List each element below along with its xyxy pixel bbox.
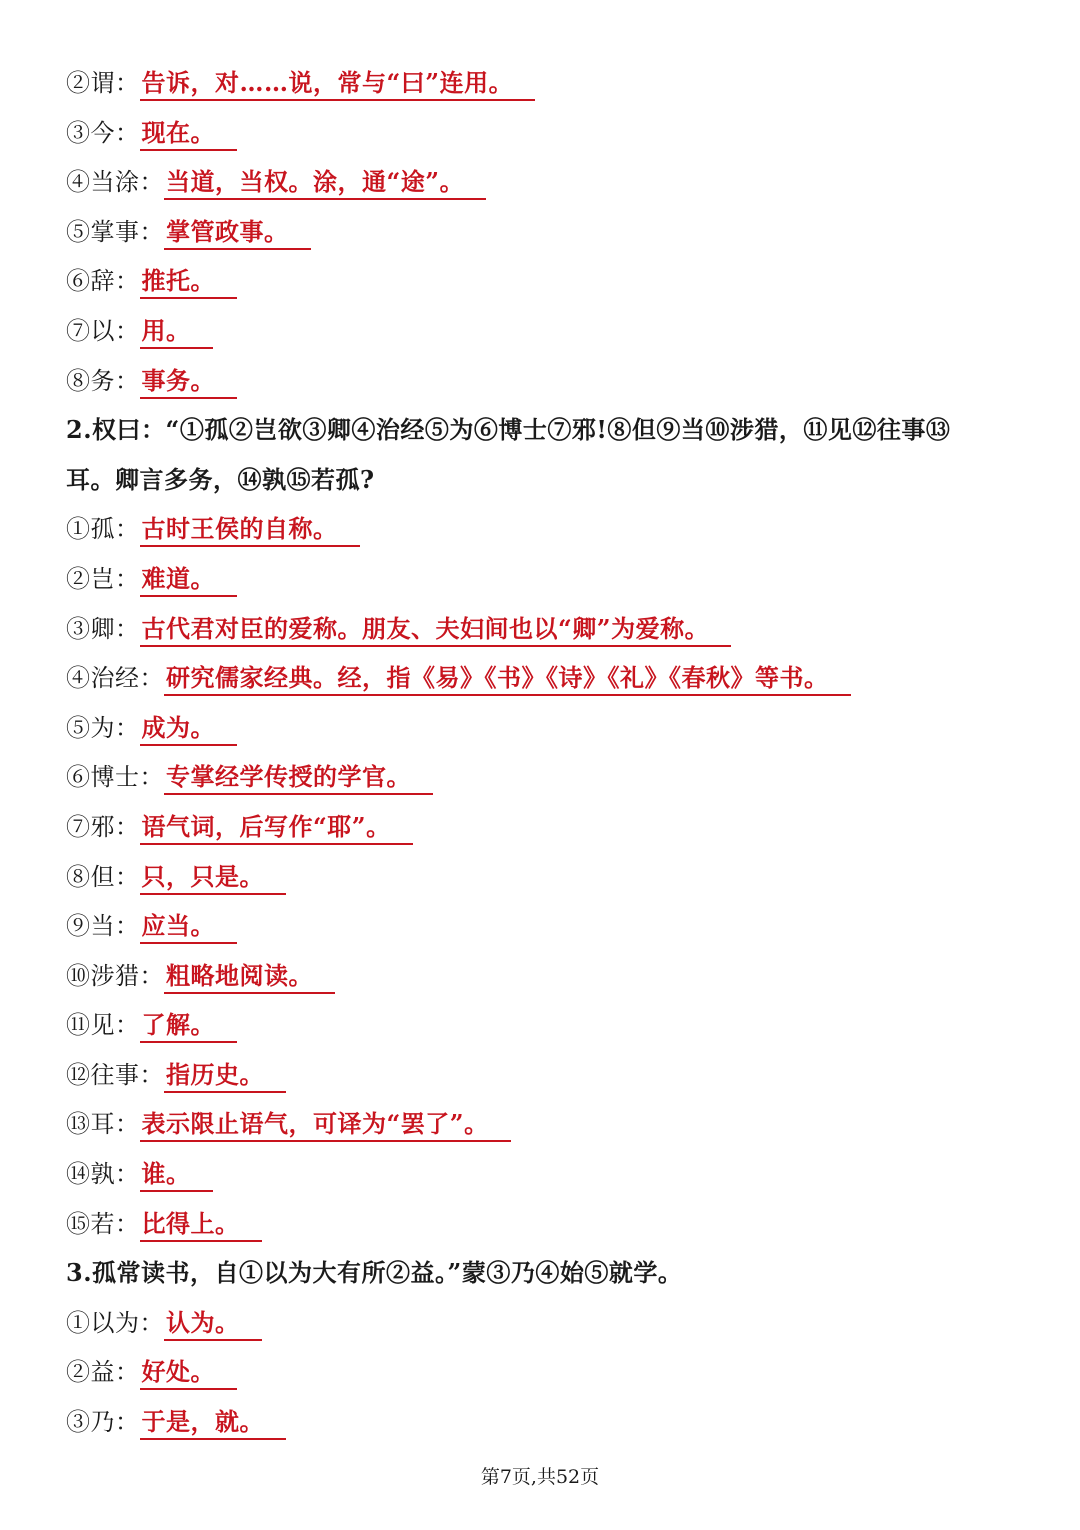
- entry-term: ②益：: [66, 1358, 140, 1387]
- entry-answer: 告诉，对……说，常与“曰”连用。: [140, 68, 536, 101]
- entry-answer: 指历史。: [164, 1060, 286, 1093]
- content-lines: [66, 58, 1016, 1447]
- entry-answer: 推托。: [140, 266, 238, 299]
- entry-answer: 认为。: [164, 1308, 262, 1341]
- entry-line: [66, 1199, 1016, 1249]
- entry-line: [66, 752, 1016, 802]
- entry-term: ②岂：: [66, 564, 140, 593]
- entry-line: [66, 108, 1016, 158]
- entry-line: [66, 951, 1016, 1001]
- entry-term: ⑤为：: [66, 713, 140, 742]
- entry-line: [66, 1149, 1016, 1199]
- entry-term: ②谓：: [66, 69, 140, 97]
- entry-term: ⑬耳：: [66, 1110, 140, 1139]
- entry-term: ①孤：: [66, 515, 140, 544]
- entry-line: [66, 306, 1016, 356]
- entry-answer: 现在。: [140, 118, 238, 151]
- entry-term: ⑧但：: [66, 862, 140, 891]
- entry-line: [66, 356, 1016, 406]
- entry-line: [66, 1099, 1016, 1149]
- entry-line: [66, 653, 1016, 703]
- entry-line: [66, 703, 1016, 753]
- entry-term: ④治经：: [66, 664, 164, 693]
- entry-answer: 谁。: [140, 1159, 213, 1192]
- entry-term: ⑥博士：: [66, 763, 164, 792]
- entry-term: ⑨当：: [66, 912, 140, 941]
- entry-line: [66, 207, 1016, 257]
- entry-answer: 于是，就。: [140, 1407, 287, 1440]
- entry-line: [66, 852, 1016, 902]
- entry-term: ⑤掌事：: [66, 217, 164, 246]
- entry-answer: 专掌经学传授的学官。: [164, 762, 433, 795]
- entry-answer: 只，只是。: [140, 862, 287, 895]
- entry-answer: 古代君对臣的爱称。朋友、夫妇间也以“卿”为爱称。: [140, 614, 732, 647]
- entry-line: [66, 256, 1016, 306]
- entry-term: ①以为：: [66, 1308, 164, 1337]
- entry-term: ③乃：: [66, 1408, 140, 1437]
- passage-line: 耳。卿言多务，⑭孰⑮若孤?: [66, 464, 375, 494]
- entry-term: ③今：: [66, 118, 140, 147]
- entry-term: ⑥辞：: [66, 267, 140, 296]
- entry-answer: 表示限止语气，可译为“罢了”。: [140, 1109, 511, 1142]
- entry-line: [66, 157, 1016, 207]
- entry-answer: 成为。: [140, 713, 238, 746]
- entry-line: [66, 1347, 1016, 1397]
- entry-term: ⑦邪：: [66, 812, 140, 841]
- entry-line: [66, 504, 1016, 554]
- entry-answer: 事务。: [140, 366, 238, 399]
- entry-line: [66, 58, 1016, 108]
- entry-answer: 粗略地阅读。: [164, 961, 335, 994]
- passage-line: 2.权曰：“①孤②岂欲③卿④治经⑤为⑥博士⑦邪!⑧但⑨当⑩涉猎，⑪见⑫往事⑬: [66, 415, 951, 445]
- entry-line: [66, 802, 1016, 852]
- entry-term: ④当涂：: [66, 168, 164, 197]
- entry-term: ⑭孰：: [66, 1160, 140, 1189]
- entry-answer: 研究儒家经典。经，指《易》《书》《诗》《礼》《春秋》等书。: [164, 663, 851, 696]
- entry-answer: 好处。: [140, 1357, 238, 1390]
- entry-term: ⑧务：: [66, 366, 140, 395]
- entry-answer: 了解。: [140, 1010, 238, 1043]
- entry-answer: 掌管政事。: [164, 217, 311, 250]
- entry-answer: 古时王侯的自称。: [140, 514, 360, 547]
- page-number: 第7页,共52页: [480, 1466, 600, 1488]
- entry-line: [66, 604, 1016, 654]
- passage-line: 3.孤常读书，自①以为大有所②益。”蒙③乃④始⑤就学。: [66, 1258, 683, 1288]
- entry-term: ⑮若：: [66, 1209, 140, 1238]
- entry-answer: 语气词，后写作“耶”。: [140, 812, 413, 845]
- entry-term: ⑪见：: [66, 1011, 140, 1040]
- entry-line: [66, 901, 1016, 951]
- entry-answer: 应当。: [140, 911, 238, 944]
- entry-term: ⑫往事：: [66, 1060, 164, 1089]
- entry-term: ⑦以：: [66, 316, 140, 345]
- entry-line: [66, 1000, 1016, 1050]
- entry-line: [66, 1298, 1016, 1348]
- entry-line: [66, 1397, 1016, 1447]
- entry-term: ⑩涉猎：: [66, 961, 164, 990]
- entry-line: [66, 554, 1016, 604]
- entry-answer: 当道，当权。涂，通“途”。: [164, 167, 486, 200]
- entry-line: [66, 1050, 1016, 1100]
- entry-answer: 比得上。: [140, 1209, 262, 1242]
- entry-answer: 难道。: [140, 564, 238, 597]
- entry-answer: 用。: [140, 316, 213, 349]
- entry-term: ③卿：: [66, 614, 140, 643]
